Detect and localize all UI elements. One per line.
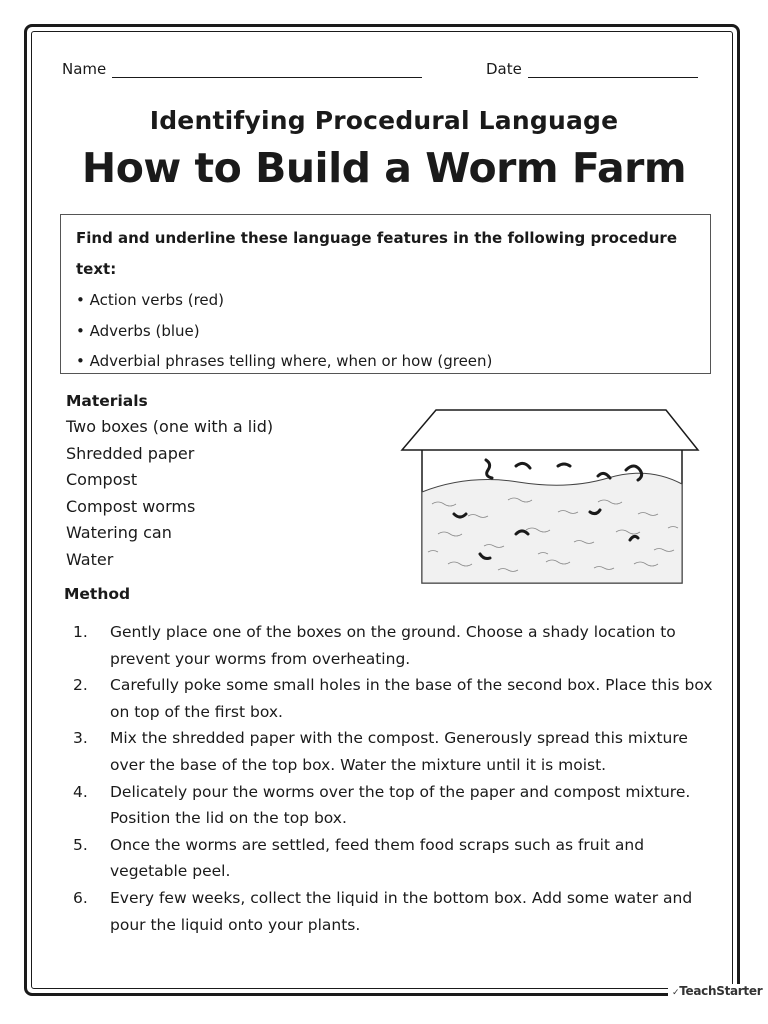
worm-farm-illustration [398,404,702,588]
teachstarter-logo [668,984,766,998]
method-step [68,619,718,672]
name-label: Name [62,60,107,78]
step-text: Every few weeks, collect the liquid in the bottom box. Add some water and pour the liquid onto your plants. [110,888,693,934]
material-item: Two boxes (one with a lid) [66,417,274,436]
step-number: 5. [73,835,88,854]
feature-item: • Action verbs (red) [76,291,225,309]
date-label: Date [486,60,522,78]
step-number: 2. [73,676,88,695]
worksheet-subtitle: Identifying Procedural Language [149,106,619,135]
name-field[interactable] [62,60,422,78]
step-text: Delicately pour the worms over the top of the paper and compost mixture. Position the lid on the top box. [110,782,691,828]
material-item: Water [66,549,114,569]
step-number: 3. [73,729,88,748]
method-step [68,885,718,938]
date-line[interactable] [528,61,698,78]
feature-item: • Adverbial phrases telling where, when or how (green) [76,352,493,370]
step-number: 4. [73,782,88,801]
step-number: 1. [73,623,88,641]
step-text: Mix the shredded paper with the compost. Generously spread this mixture over the base of the top box. Water the mixture until it is moist. [110,729,688,774]
materials-heading: Materials [66,392,148,410]
feature-item: • Adverbs (blue) [76,321,200,340]
step-text: Gently place one of the boxes on the ground. Choose a shady location to prevent your worms from overheating. [110,623,676,668]
material-item: Compost worms [66,496,196,516]
method-step [68,725,718,778]
material-item: Shredded paper [66,443,195,463]
brand-name: TeachStarter [679,984,763,998]
method-step [68,779,718,832]
material-item: Compost [66,470,138,489]
date-field[interactable] [486,60,698,78]
material-item: Watering can [66,523,172,542]
instructions-lead: Find and underline these language features in the following procedure text: [76,229,677,278]
brand-mark-icon: ✓ [672,988,680,998]
method-steps [68,619,718,938]
method-heading: Method [64,585,131,603]
step-text: Carefully poke some small holes in the base of the second box. Place this box on top of the first box. [110,676,713,721]
instructions-box [60,214,711,374]
step-number: 6. [73,888,88,907]
name-line[interactable] [112,61,422,78]
worksheet-title: How to Build a Worm Farm [81,144,687,192]
method-step [68,672,718,725]
materials-section [66,388,273,573]
step-text: Once the worms are settled, feed them food scraps such as fruit and vegetable peel. [110,835,645,881]
method-step [68,832,718,885]
